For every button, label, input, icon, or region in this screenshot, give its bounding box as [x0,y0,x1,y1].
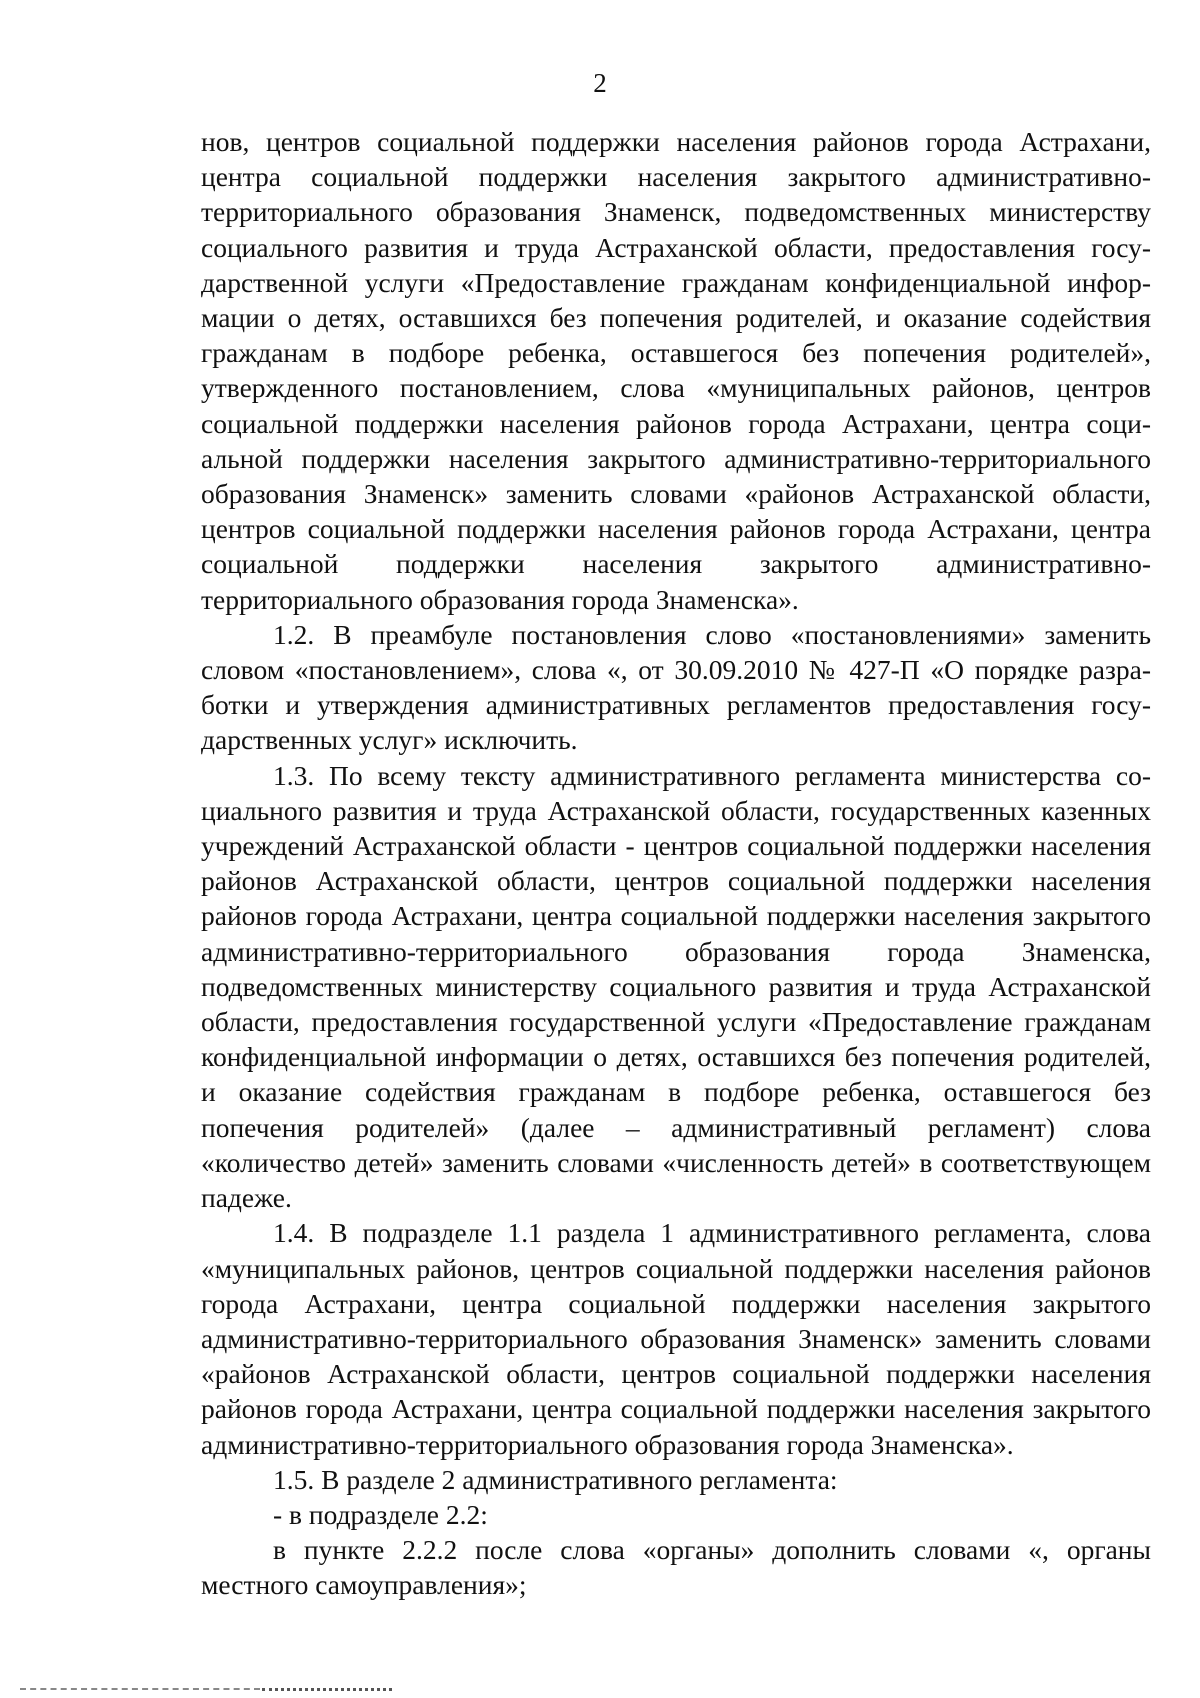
document-body [201,124,1151,1603]
paragraph-1-2: 1.2. В преамбуле постановления слово «постановлениями» заменить словом «постановлением», слова «, от 30.09.2010 № 427-П «О порядке разработки и утверждения административных регламентов предоставления государственных услуг» исключить. [201,618,1151,756]
paragraph-subsection-2-2: - в подразделе 2.2: [273,1498,488,1530]
footer-divider-dotted [262,1688,392,1691]
paragraph-continuation: нов, центров социальной поддержки населения районов города Астрахани, центра социальной поддержки населения закрытого административно-территориального образования Знаменск, подведомственных министерству социального развития и труда Астраханской области, предоставления государственной услуги «Предоставление гражданам конфиденциальной информации о детях, оставшихся без попечения родителей, и оказание содействия гражданам в подборе ребенка, оставшегося без попечения родителей», утвержденного постановлением, слова «муниципальных районов, центров социальной поддержки населения районов города Астрахани, центра социальной поддержки населения закрытого административно-территориального образования Знаменск» заменить словами «районов Астраханской области, центров социальной поддержки населения районов города Астрахани, центра социальной поддержки населения закрытого административно-территориального образования города Знаменска». [201,126,1151,615]
footer-divider [20,1688,260,1690]
page-number: 2 [593,68,607,98]
paragraph-1-3: 1.3. По всему тексту административного регламента министерства социального развития и труда Астраханской области, государственных казенных учреждений Астраханской области - центров социальной поддержки населения районов Астраханской области, центров социальной поддержки населения районов города Астрахани, центра социальной поддержки населения закрытого административно-территориального образования города Знаменска, подведомственных министерству социального развития и труда Астраханской области, предоставления государственной услуги «Предоставление гражданам конфиденциальной информации о детях, оставшихся без попечения родителей, и оказание содействия гражданам в подборе ребенка, оставшегося без попечения родителей» (далее – административный регламент) слова «количество детей» заменить словами «численность детей» в соответствующем падеже. [201,759,1151,1214]
paragraph-1-4: 1.4. В подразделе 1.1 раздела 1 административного регламента, слова «муниципальных районов, центров социальной поддержки населения районов города Астрахани, центра социальной поддержки населения закрытого административно-территориального образования Знаменск» заменить словами «районов Астраханской области, центров социальной поддержки населения районов города Астрахани, центра социальной поддержки населения закрытого административно-территориального образования города Знаменска». [201,1217,1151,1460]
paragraph-1-5: 1.5. В разделе 2 административного регламента: [273,1463,838,1495]
paragraph-item-2-2-2: в пункте 2.2.2 после слова «органы» дополнить словами «, органы местного самоуправления»; [201,1534,1151,1601]
